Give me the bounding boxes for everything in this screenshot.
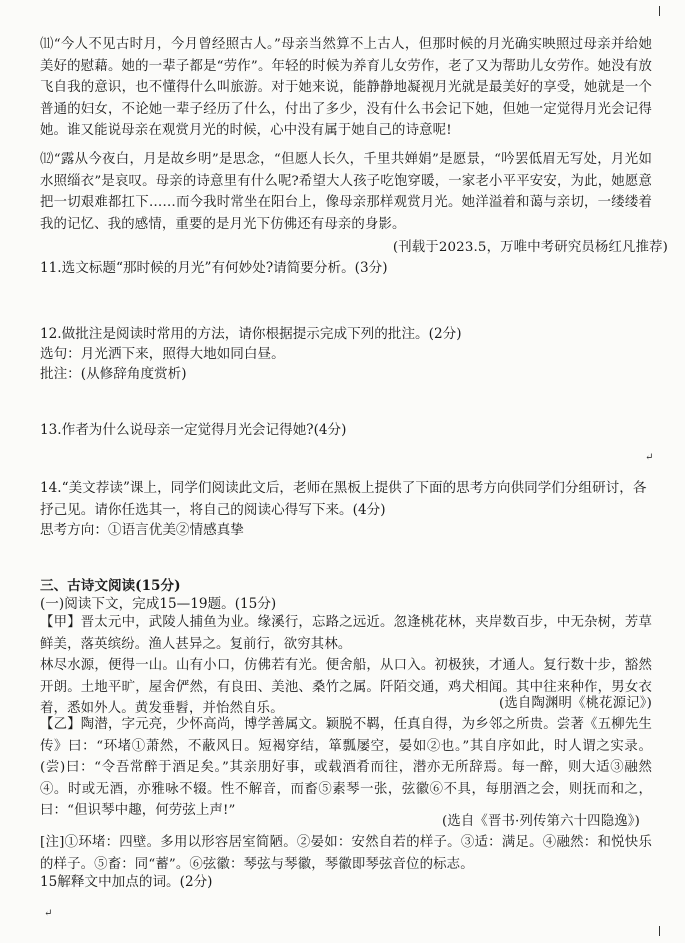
jia-source [40, 693, 652, 715]
paragraph-11-text: ⑾“今人不见古时月，今月曾经照古人。”母亲当然算不上古人，但那时候的月光确实映照过母亲并给她美好的慰藉。她的一辈子都是“劳作”。年轻的时候为养育儿女劳作，老了又为帮助儿女劳作。她没有放飞自我的意识，也不懂得什么叫旅游。对于她来说，能静静地凝视月光就是最美好的享受，她就是一个普通的妇女，不论她一辈子经历了什么，付出了多少，没有什么书会记下她，但她一定觉得月光会记得她。谁又能说母亲在观赏月光的时候，心中没有属于她自己的诗意呢! [40, 37, 652, 138]
classical-text-jia [40, 612, 652, 655]
question-14-directions: 思考方向：①语言优美②情感真挚 [40, 522, 244, 538]
passage-paragraph-11 [40, 34, 652, 142]
question-11: 11.选文标题“那时候的月光”有何妙处?请简要分析。(3分) [40, 260, 388, 276]
question-12-annotation: 批注：(从修辞角度赏析) [40, 366, 187, 382]
section-3-title: 三、古诗文阅读(15分) [40, 578, 181, 594]
yi-text: 【乙】陶潜，字元亮，少怀高尚，博学善属文。颖脱不羁，任真自得，为乡邻之所贵。尝著《五柳先生传》曰：“环堵①萧然，不蔽风日。短褐穿结，箪瓢屡空，晏如②也。”其自序如此，时人谓之实录。(尝)曰：“令吾常醉于酒足矣。”其亲朋好事，或载酒肴而往，潜亦无所辞焉。每一醉，则大适③融然④。时或无酒，亦雅咏不辍。性不解音，而畜⑤素琴一张，弦徽⑥不具，每朋酒之会，则抚而和之，曰：“但识琴中趣，何劳弦上声!” [40, 717, 652, 818]
question-13: 13.作者为什么说母亲一定觉得月光会记得她?(4分) [40, 422, 347, 438]
classical-text-yi [40, 714, 652, 822]
yi-source-text: (选自《晋书·列传第六十四隐逸》) [441, 814, 640, 829]
question-12: 12.做批注是阅读时常用的方法，请你根据提示完成下列的批注。(2分) [40, 326, 462, 342]
jia-text: 【甲】晋太元中，武陵人捕鱼为业。缘溪行，忘路之远近。忽逢桃花林，夹岸数百步，中无杂树，芳草鲜美，落英缤纷。渔人甚异之。复前行，欲穷其林。 [40, 615, 652, 652]
annotations [40, 832, 652, 875]
section-3-subtitle: (一)阅读下文，完成15—19题。(15分) [40, 596, 277, 612]
yi-source [40, 811, 640, 833]
annotation-text: [注]①环堵：四壁。多用以形容居室简陋。②晏如：安然自若的样子。③适：满足。④融然：和悦快乐的样子。⑤畜：同“蓄”。⑥弦徽：琴弦与琴徽，琴徽即琴弦音位的标志。 [40, 835, 652, 872]
return-mark-bottom: ↵ [44, 908, 53, 919]
question-14: 14.“美文荐读”课上，同学们阅读此文后，老师在黑板上提供了下面的思考方向供同学们分组研讨，各抒己见。请你任选其一，将自己的阅读心得写下来。(4分) [40, 480, 647, 518]
question-15: 15解释文中加点的词。(2分) [40, 874, 213, 890]
return-mark: ↵ [645, 452, 654, 463]
paragraph-12-text: ⑿“露从今夜白，月是故乡明”是思念，“但愿人长久，千里共婵娟”是愿景，“吟罢低眉无写处，月光如水照缁衣”是哀叹。母亲的诗意里有什么呢?希望大人孩子吃饱穿暖，一家老小平平安安，为此，她愿意把一切艰难都扛下……而今我时常坐在阳台上，像母亲那样观赏月光。她洋溢着和蔼与亲切，一缕缕着我的记忆、我的感情，重要的是月光下仿佛还有母亲的身影。 [40, 152, 652, 232]
source-text: (刊载于2023.5，万唯中考研究员杨红凡推荐) [392, 240, 668, 255]
page-edge-mark [659, 6, 660, 16]
passage-source [40, 237, 668, 259]
question-12-sentence: 选句：月光洒下来，照得大地如同白昼。 [40, 346, 285, 362]
page-edge-mark-bottom [659, 926, 660, 936]
passage-paragraph-12 [40, 149, 652, 235]
jia-source-text: (选自陶渊明《桃花源记》) [499, 696, 652, 711]
jia-text-2: 林尽水源，便得一山。山有小口，仿佛若有光。便舍船，从口入。初极狭，才通人。复行数十步，豁然开朗。土地平旷，屋舍俨然，有良田、美池、桑竹之属。阡陌交通，鸡犬相闻。其中往来种作，男女衣着，悉如外人。黄发垂髫，并怡然自乐。 [40, 658, 652, 716]
